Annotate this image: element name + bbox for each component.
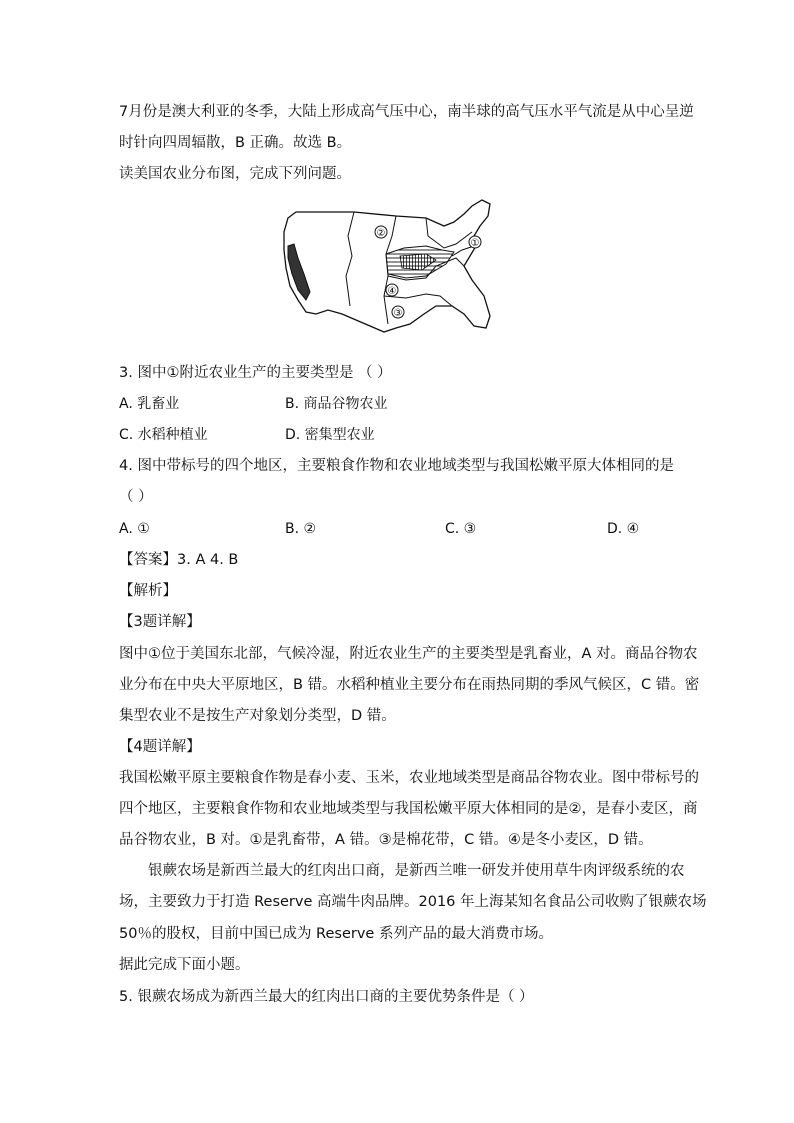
q3-stem: 3. 图中①附近农业生产的主要类型是 （ ） [119, 365, 392, 381]
intro-line-1: 7月份是澳大利亚的冬季，大陆上形成高气压中心，南半球的高气压水平气流是从中心呈逆 [119, 104, 694, 120]
map-label-2: ② [376, 228, 386, 239]
answer: 【答案】3. A 4. B [119, 552, 239, 568]
q3-option-a: A. 乳畜业 [119, 396, 180, 412]
q3-option-b: B. 商品谷物农业 [285, 396, 388, 412]
q4-paren: （ ） [119, 489, 153, 505]
map-label-4: ④ [387, 286, 397, 297]
passage-line-1: 银蕨农场是新西兰最大的红肉出口商，是新西兰唯一研发并使用草牛肉评级系统的农 [148, 863, 685, 879]
q3-detail-line-3: 集型农业不是按生产对象划分类型，D 错。 [119, 708, 396, 724]
q5-stem: 5. 银蕨农场成为新西兰最大的红肉出口商的主要优势条件是（ ） [119, 989, 534, 1005]
q4-detail-line-1: 我国松嫩平原主要粮食作物是春小麦、玉米，农业地域类型是商品谷物农业。图中带标号的 [119, 770, 699, 786]
q4-option-d: D. ④ [607, 521, 640, 537]
q3-option-c: C. 水稻种植业 [119, 427, 208, 443]
analysis-title: 【解析】 [119, 583, 177, 599]
us-agriculture-map [276, 196, 506, 336]
q4-detail-line-2: 四个地区，主要粮食作物和农业地域类型与我国松嫩平原大体相同的是②，是春小麦区，商 [119, 801, 698, 817]
us-map-svg [276, 196, 506, 336]
q4-stem: 4. 图中带标号的四个地区，主要粮食作物和农业地域类型与我国松嫩平原大体相同的是 [119, 458, 674, 474]
map-label-3: ③ [393, 308, 403, 319]
q4-option-c: C. ③ [445, 521, 477, 537]
q3-detail-line-1: 图中①位于美国东北部，气候冷湿，附近农业生产的主要类型是乳畜业，A 对。商品谷物农 [119, 646, 698, 662]
q3-detail-line-2: 业分布在中央大平原地区，B 错。水稻种植业主要分布在雨热同期的季风气候区，C 错。密 [119, 677, 700, 693]
passage-line-3: 50％的股权，目前中国已成为 Reserve 系列产品的最大消费市场。 [119, 926, 553, 942]
q4-option-b: B. ② [285, 521, 317, 537]
q4-detail-title: 【4题详解】 [119, 739, 201, 755]
map-label-1: ① [470, 238, 480, 249]
q4-option-a: A. ① [119, 521, 150, 537]
instruction: 读美国农业分布图，完成下列问题。 [119, 166, 351, 182]
intro-line-2: 时针向四周辐散，B 正确。故选 B。 [119, 135, 352, 151]
q3-detail-title: 【3题详解】 [119, 614, 201, 630]
q4-detail-line-3: 品谷物农业，B 对。①是乳畜带，A 错。③是棉花带，C 错。④是冬小麦区，D 错。 [119, 832, 653, 848]
passage-line-4: 据此完成下面小题。 [119, 957, 250, 973]
q3-option-d: D. 密集型农业 [285, 427, 375, 443]
passage-line-2: 场，主要致力于打造 Reserve 高端牛肉品牌。2016 年上海某知名食品公司收购了银蕨农场 [119, 894, 707, 910]
